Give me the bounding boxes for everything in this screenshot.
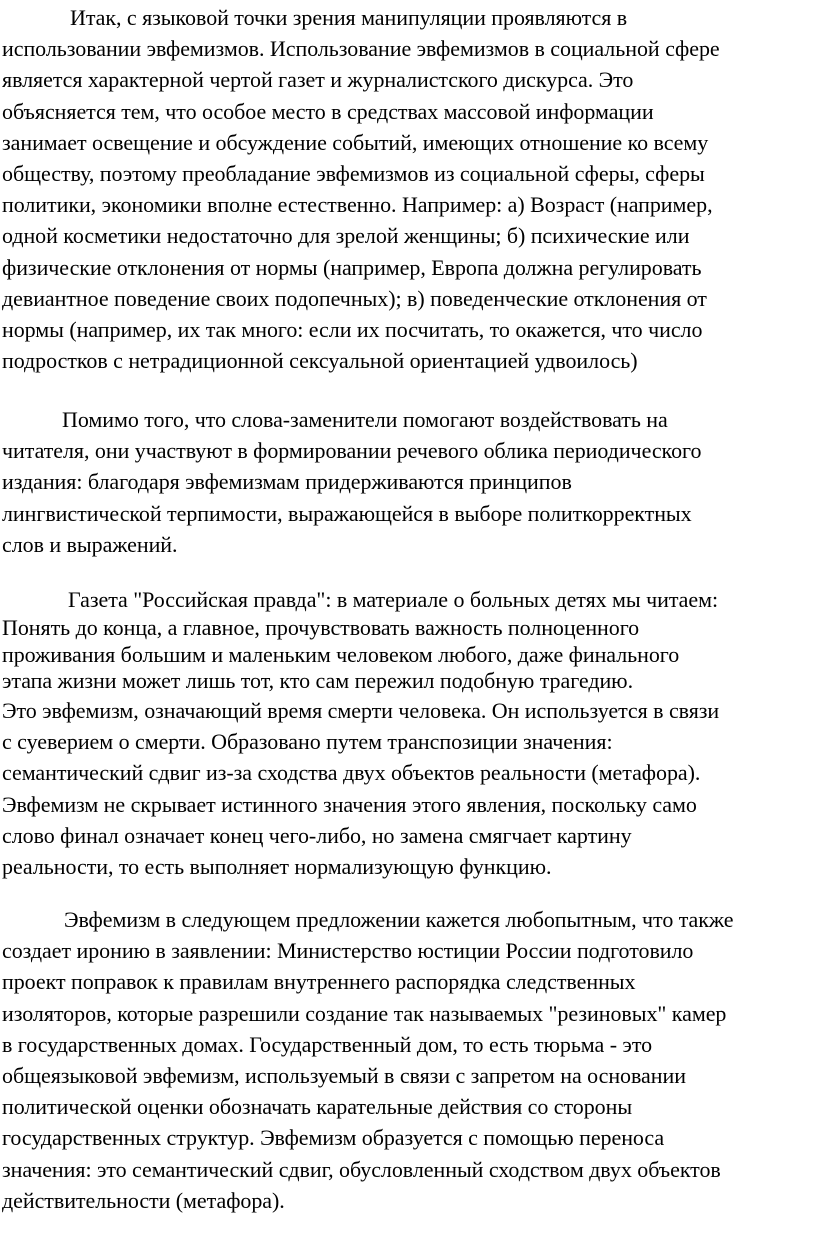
text-line: значения: это семантический сдвиг, обусловленный сходством двух объектов — [2, 1156, 721, 1182]
text-line: лингвистической терпимости, выражающейся в выборе политкорректных — [2, 500, 692, 526]
text-line: политической оценки обозначать карательные действия со стороны — [2, 1094, 633, 1120]
text-line: общеязыковой эвфемизм, используемый в связи с запретом на основании — [2, 1063, 686, 1089]
paragraph-rossiyskaya-pravda-example — [2, 584, 814, 882]
text-line: нормы (например, их так много: если их посчитать, то окажется, что число — [2, 317, 703, 343]
text-line: физические отклонения от нормы (например, Европа должна регулировать — [2, 254, 702, 280]
text-line: читателя, они участвуют в формировании речевого облика периодического — [2, 438, 702, 464]
text-line: является характерной чертой газет и журналистского дискурса. Это — [2, 67, 634, 93]
text-line: занимает освещение и обсуждение событий, имеющих отношение ко всему — [2, 129, 709, 155]
text-line: семантический сдвиг из-за сходства двух объектов реальности (метафора). — [2, 760, 701, 786]
text-line: девиантное поведение своих подопечных); в) поведенческие отклонения от — [2, 285, 707, 311]
paragraph-manipulation-euphemisms — [2, 2, 814, 376]
text-line: изоляторов, которые разрешили создание так называемых "резиновых" камер — [2, 1000, 727, 1026]
paragraph-substitute-words — [2, 404, 814, 560]
text-line: подростков с нетрадиционной сексуальной ориентацией удвоилось) — [2, 348, 638, 374]
text-line: объясняется тем, что особое место в средствах массовой информации — [2, 98, 654, 124]
text-line: слово финал означает конец чего-либо, но замена смягчает картину — [2, 822, 632, 848]
text-line: Итак, с языковой точки зрения манипуляции проявляются в — [70, 5, 628, 30]
paragraph-state-house-euphemism — [2, 904, 814, 1216]
text-line: действительности (метафора). — [2, 1187, 285, 1213]
text-line: в государственных домах. Государственный дом, то есть тюрьма - это — [2, 1031, 653, 1057]
text-line: обществу, поэтому преобладание эвфемизмов из социальной сферы, сферы — [2, 161, 705, 187]
text-line: издания: благодаря эвфемизмам придерживаются принципов — [2, 469, 572, 495]
text-line: Газета "Российская правда": в материале о больных детях мы читаем: — [68, 587, 719, 612]
text-line: этапа жизни может лишь тот, кто сам пережил подобную трагедию. — [2, 668, 634, 694]
text-line: использовании эвфемизмов. Использование эвфемизмов в социальной сфере — [2, 36, 720, 62]
text-line: проживания большим и маленьким человеком любого, даже финального — [2, 641, 680, 667]
text-line: проект поправок к правилам внутреннего распорядка следственных — [2, 969, 636, 995]
text-line: политики, экономики вполне естественно. Например: а) Возраст (например, — [2, 192, 713, 218]
text-line: Понять до конца, а главное, прочувствовать важность полноценного — [2, 615, 640, 641]
text-line: государственных структур. Эвфемизм образуется с помощью переноса — [2, 1125, 665, 1151]
text-line: одной косметики недостаточно для зрелой женщины; б) психические или — [2, 223, 690, 249]
text-line: Эвфемизм в следующем предложении кажется любопытным, что также — [64, 907, 734, 932]
text-line: реальности, то есть выполняет нормализующую функцию. — [2, 854, 552, 879]
text-line: с суеверием о смерти. Образовано путем транспозиции значения: — [2, 729, 613, 755]
text-line: Это эвфемизм, означающий время смерти человека. Он используется в связи — [2, 697, 720, 723]
text-line: создает иронию в заявлении: Министерство юстиции России подготовило — [2, 938, 694, 964]
text-line: Помимо того, что слова-заменители помогают воздействовать на — [62, 407, 668, 432]
text-line: Эвфемизм не скрывает истинного значения этого явления, поскольку само — [2, 791, 697, 817]
text-line: слов и выражений. — [2, 531, 178, 557]
